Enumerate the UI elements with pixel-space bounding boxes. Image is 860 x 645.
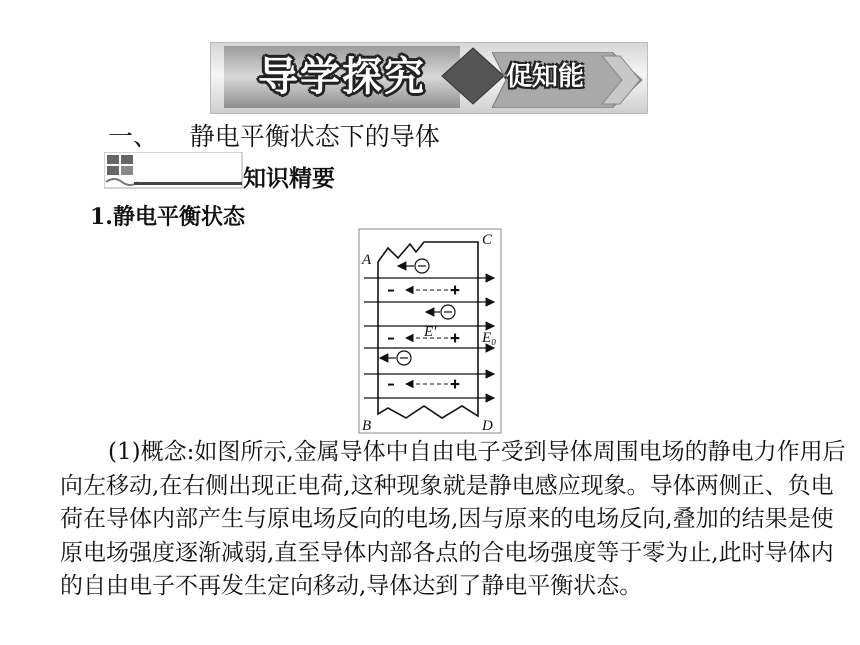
knowledge-label: 知识精要 [243, 165, 335, 192]
label-b: B [362, 418, 372, 434]
knowledge-block-icon [104, 152, 244, 190]
concept-paragraph: (1)概念:如图所示,金属导体中自由电子受到导体周围电场的静电力作用后向左移动,在右侧出现正电荷,这种现象就是静电感应现象。导体两侧正、负电荷在导体内部产生与原电场反向的电场,因与原来的电场反向,叠加的结果是使原电场强度逐渐减弱,直至导体内部各点的合电场强度等于零为止,此时导体内的自由电子不再发生定向移动,导体达到了静电平衡状态。 [60, 439, 846, 599]
banner-subtitle: 促知能 [506, 62, 585, 92]
svg-text:–: – [388, 377, 394, 391]
label-c: C [482, 232, 493, 248]
label-e-prime: E′ [424, 324, 437, 340]
subsection-heading: 1.静电平衡状态 [90, 204, 245, 230]
svg-text:–: – [388, 283, 394, 297]
label-a: A [362, 252, 372, 268]
svg-text:+: + [450, 283, 461, 297]
section-banner [210, 42, 648, 114]
svg-text:+: + [450, 331, 461, 345]
svg-text:+: + [450, 377, 461, 391]
label-e0: E₀ [482, 330, 497, 346]
section-heading: 一、 静电平衡状态下的导体 [108, 122, 440, 151]
svg-text:–: – [388, 331, 394, 345]
conductor-field-diagram [358, 228, 502, 434]
label-d: D [482, 418, 493, 434]
banner-title: 导学探究 [258, 54, 426, 100]
